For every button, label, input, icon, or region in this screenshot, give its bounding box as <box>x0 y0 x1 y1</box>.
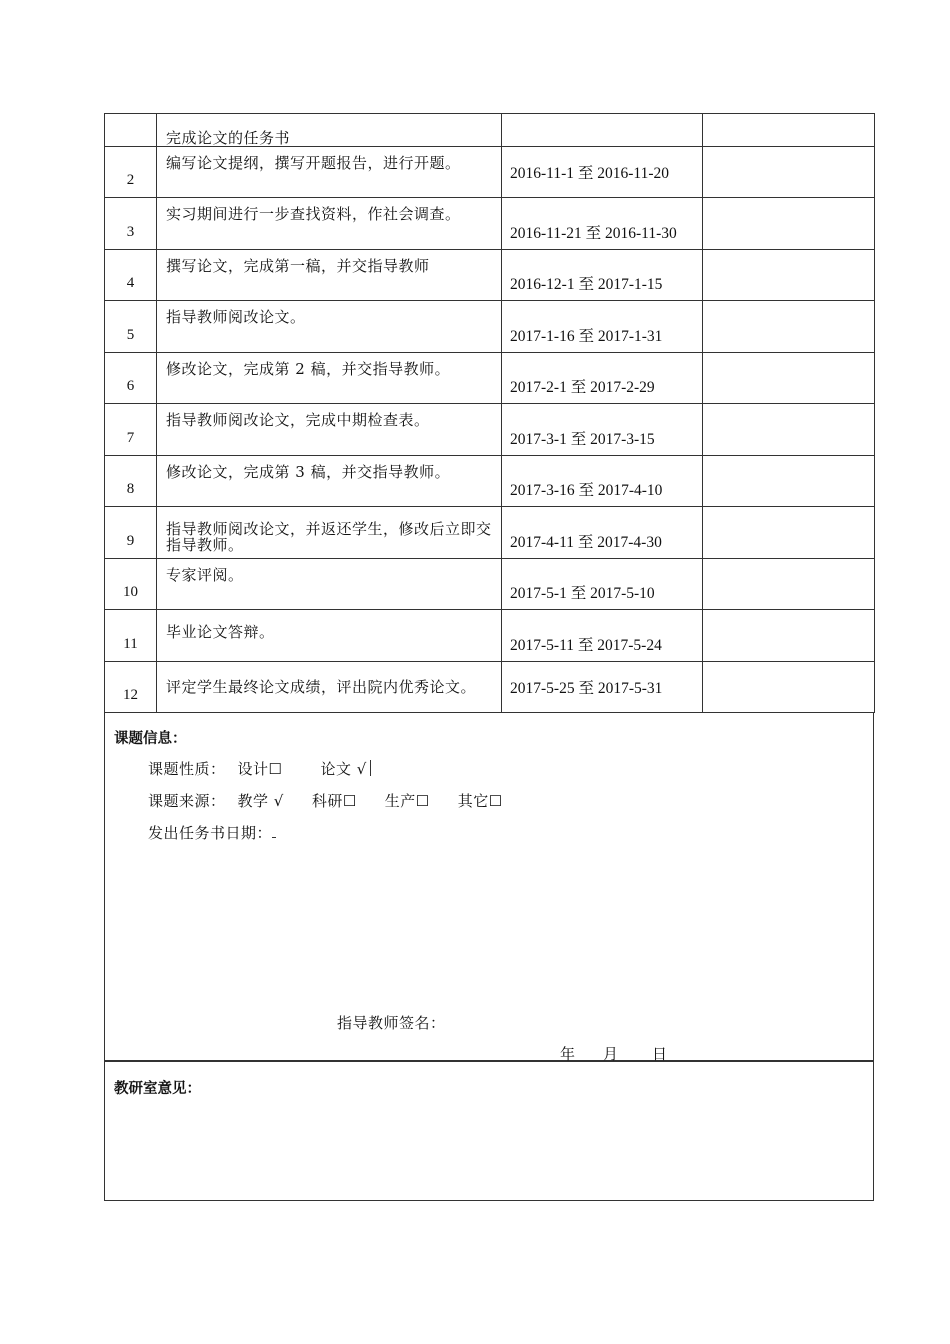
task-description: 撰写论文，完成第一稿，并交指导教师 <box>157 250 502 301</box>
note-cell <box>703 559 875 610</box>
topic-info-title: 课题信息： <box>114 731 187 747</box>
note-cell <box>703 662 875 713</box>
note-cell <box>703 507 875 559</box>
table-row <box>105 147 875 198</box>
table-row <box>105 662 875 713</box>
note-cell <box>703 301 875 353</box>
option-teaching-checkbox[interactable]: 教学 √ <box>237 792 284 810</box>
task-description: 指导教师阅改论文，完成中期检查表。 <box>157 404 502 456</box>
topic-nature-label: 课题性质： <box>148 760 226 778</box>
row-number: 7 <box>105 404 157 456</box>
note-cell <box>703 250 875 301</box>
row-number <box>105 114 157 147</box>
table-row <box>105 559 875 610</box>
schedule-table <box>104 113 875 713</box>
text-cursor <box>370 760 371 776</box>
row-number: 8 <box>105 456 157 507</box>
task-description: 专家评阅。 <box>157 559 502 610</box>
issue-date-label: 发出任务书日期： <box>148 824 273 842</box>
note-cell <box>703 456 875 507</box>
note-cell <box>703 147 875 198</box>
table-row <box>105 250 875 301</box>
task-description: 修改论文，完成第 3 稿，并交指导教师。 <box>157 456 502 507</box>
row-number: 2 <box>105 147 157 198</box>
department-opinion-title: 教研室意见： <box>114 1081 201 1097</box>
table-row <box>105 456 875 507</box>
row-number: 12 <box>105 662 157 713</box>
table-row <box>105 114 875 147</box>
task-description: 指导教师阅改论文。 <box>157 301 502 353</box>
note-cell <box>703 114 875 147</box>
option-other-checkbox[interactable]: 其它☐ <box>457 792 503 810</box>
date-range: 2016-11-21 至 2016-11-30 <box>502 198 703 250</box>
table-row <box>105 507 875 559</box>
date-range: 2017-2-1 至 2017-2-29 <box>502 353 703 404</box>
task-description: 完成论文的任务书 <box>157 114 502 147</box>
option-design-checkbox[interactable]: 设计☐ <box>237 760 283 778</box>
task-description: 指导教师阅改论文，并返还学生，修改后立即交指导教师。 <box>157 507 502 559</box>
issue-date-field[interactable] <box>272 825 276 838</box>
task-description: 编写论文提纲，撰写开题报告，进行开题。 <box>157 147 502 198</box>
topic-info-section <box>104 712 874 1061</box>
option-research-checkbox[interactable]: 科研☐ <box>311 792 357 810</box>
date-range <box>502 114 703 147</box>
date-range: 2017-4-11 至 2017-4-30 <box>502 507 703 559</box>
row-number: 9 <box>105 507 157 559</box>
date-range: 2017-3-16 至 2017-4-10 <box>502 456 703 507</box>
note-cell <box>703 610 875 662</box>
row-number: 5 <box>105 301 157 353</box>
date-range: 2017-1-16 至 2017-1-31 <box>502 301 703 353</box>
option-thesis-checkbox[interactable]: 论文 √ <box>320 760 367 778</box>
table-row <box>105 198 875 250</box>
task-description: 修改论文，完成第 2 稿，并交指导教师。 <box>157 353 502 404</box>
date-range: 2017-3-1 至 2017-3-15 <box>502 404 703 456</box>
date-range: 2016-12-1 至 2017-1-15 <box>502 250 703 301</box>
row-number: 11 <box>105 610 157 662</box>
date-range: 2017-5-1 至 2017-5-10 <box>502 559 703 610</box>
date-range: 2016-11-1 至 2016-11-20 <box>502 147 703 198</box>
note-cell <box>703 353 875 404</box>
row-number: 3 <box>105 198 157 250</box>
task-description: 评定学生最终论文成绩，评出院内优秀论文。 <box>157 662 502 713</box>
note-cell <box>703 198 875 250</box>
row-number: 6 <box>105 353 157 404</box>
note-cell <box>703 404 875 456</box>
topic-source-label: 课题来源： <box>148 792 226 810</box>
month-label: 月 <box>603 1045 619 1063</box>
table-row <box>105 404 875 456</box>
issue-date-line <box>148 822 276 843</box>
row-number: 4 <box>105 250 157 301</box>
department-opinion-section <box>104 1061 874 1201</box>
table-row <box>105 353 875 404</box>
table-row <box>105 610 875 662</box>
date-range: 2017-5-25 至 2017-5-31 <box>502 662 703 713</box>
option-production-checkbox[interactable]: 生产☐ <box>384 792 430 810</box>
topic-nature-line <box>148 758 371 779</box>
year-label: 年 <box>560 1045 576 1063</box>
task-description: 实习期间进行一步查找资料，作社会调查。 <box>157 198 502 250</box>
date-range: 2017-5-11 至 2017-5-24 <box>502 610 703 662</box>
table-row <box>105 301 875 353</box>
advisor-signature-label: 指导教师签名： <box>337 1014 446 1032</box>
topic-source-line <box>148 790 503 811</box>
row-number: 10 <box>105 559 157 610</box>
day-label: 日 <box>652 1045 668 1063</box>
task-description: 毕业论文答辩。 <box>157 610 502 662</box>
